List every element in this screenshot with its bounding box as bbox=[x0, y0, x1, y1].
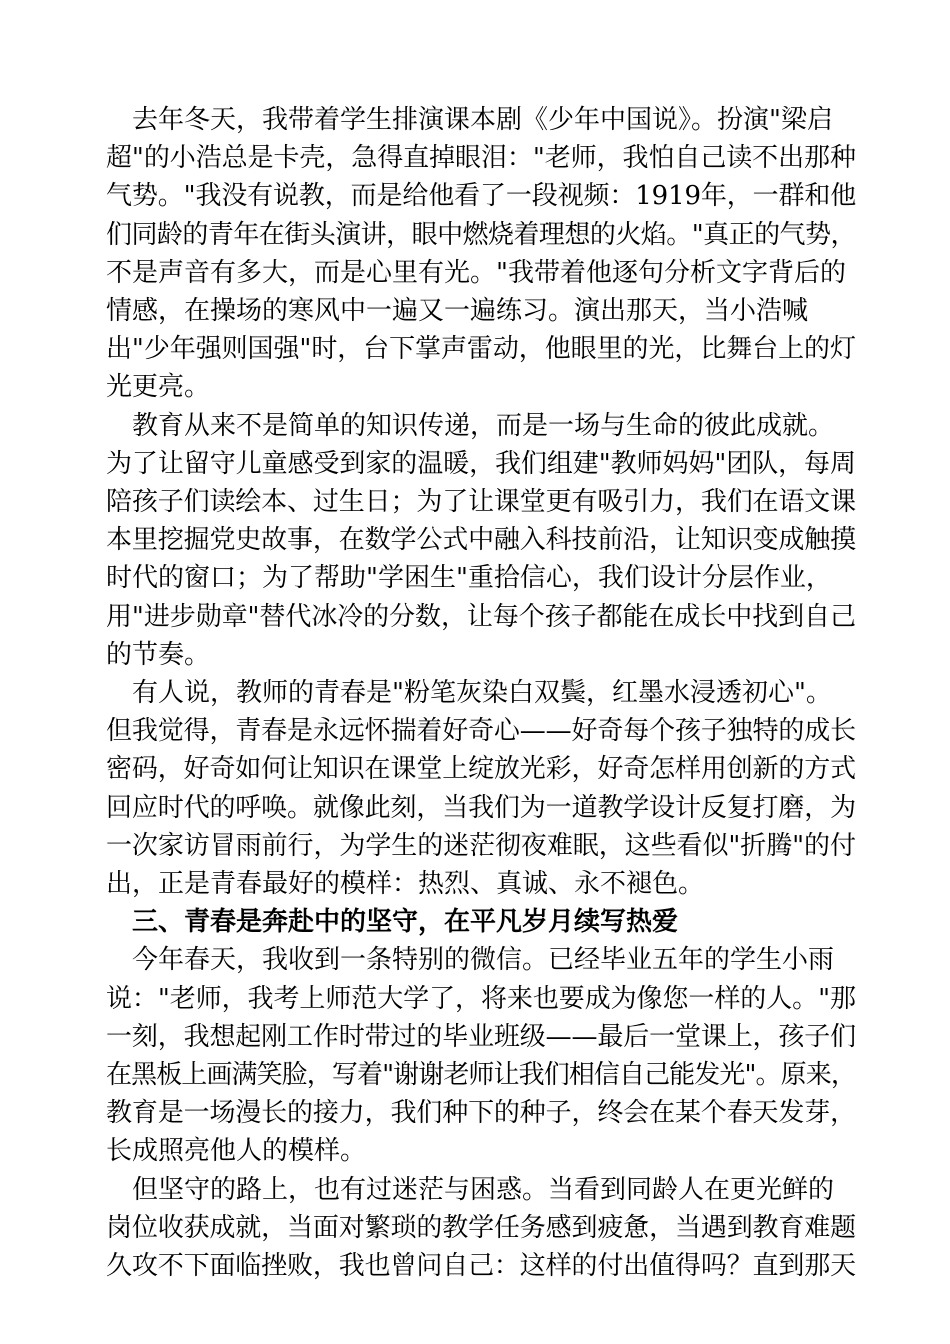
text-line: 情感，在操场的寒风中一遍又一遍练习。演出那天，当小浩喊 bbox=[106, 296, 809, 327]
text-line: 回应时代的呼唤。就像此刻，当我们为一道教学设计反复打磨，为 bbox=[106, 792, 857, 823]
text-line: 出"少年强则国强"时，台下掌声雷动，他眼里的光，比舞台上的灯 bbox=[106, 334, 856, 365]
text-line: 有人说，教师的青春是"粉笔灰染白双鬓，红墨水浸透初心"。 bbox=[106, 678, 832, 709]
text-line: 去年冬天，我带着学生排演课本剧《少年中国说》。扮演"梁启 bbox=[106, 105, 833, 135]
text-line: 用"进步勋章"替代冰冷的分数，让每个孩子都能在成长中找到自己 bbox=[106, 601, 856, 632]
text-line: 久攻不下面临挫败，我也曾问自己：这样的付出值得吗？直到那天 bbox=[106, 1251, 857, 1282]
section-heading: 三、青春是奔赴中的坚守，在平凡岁月续写热爱 bbox=[106, 907, 679, 938]
text-line: 但我觉得，青春是永远怀揣着好奇心——好奇每个孩子独特的成长 bbox=[106, 716, 857, 747]
text-line: 出，正是青春最好的模样：热烈、真诚、永不褪色。 bbox=[106, 869, 705, 900]
text-line: 一刻，我想起刚工作时带过的毕业班级——最后一堂课上，孩子们 bbox=[106, 1021, 857, 1052]
text-line: 教育是一场漫长的接力，我们种下的种子，终会在某个春天发芽， bbox=[106, 1098, 857, 1129]
document-body bbox=[106, 101, 856, 1285]
text-line: 超"的小浩总是卡壳，急得直掉眼泪："老师，我怕自己读不出那种 bbox=[106, 143, 856, 174]
text-line: 一次家访冒雨前行，为学生的迷茫彻夜难眠，这些看似"折腾"的付 bbox=[106, 830, 856, 861]
text-line: 陪孩子们读绘本、过生日；为了让课堂更有吸引力，我们在语文课 bbox=[106, 487, 857, 518]
text-line: 们同龄的青年在街头演讲，眼中燃烧着理想的火焰。"真正的气势， bbox=[106, 219, 856, 250]
text-line: 在黑板上画满笑脸，写着"谢谢老师让我们相信自己能发光"。原来， bbox=[106, 1060, 856, 1091]
text-line: 气势。"我没有说教，而是给他看了一段视频：1919年，一群和他 bbox=[106, 181, 857, 212]
text-line: 本里挖掘党史故事，在数学公式中融入科技前沿，让知识变成触摸 bbox=[106, 525, 857, 556]
text-line: 光更亮。 bbox=[106, 372, 211, 403]
text-line: 说："老师，我考上师范大学了，将来也要成为像您一样的人。"那 bbox=[106, 983, 856, 1014]
text-line: 但坚守的路上，也有过迷茫与困惑。当看到同龄人在更光鲜的 bbox=[106, 1174, 835, 1205]
text-line: 教育从来不是简单的知识传递，而是一场与生命的彼此成就。 bbox=[106, 410, 835, 441]
text-line: 密码，好奇如何让知识在课堂上绽放光彩，好奇怎样用创新的方式 bbox=[106, 754, 857, 785]
text-line: 时代的窗口；为了帮助"学困生"重拾信心，我们设计分层作业， bbox=[106, 563, 832, 594]
text-line: 不是声音有多大，而是心里有光。"我带着他逐句分析文字背后的 bbox=[106, 257, 846, 288]
text-line: 长成照亮他人的模样。 bbox=[106, 1136, 367, 1167]
text-line: 为了让留守儿童感受到家的温暖，我们组建"教师妈妈"团队，每周 bbox=[106, 448, 856, 479]
text-line: 今年春天，我收到一条特别的微信。已经毕业五年的学生小雨 bbox=[106, 945, 835, 976]
text-line: 的节奏。 bbox=[106, 639, 211, 670]
text-line: 岗位收获成就，当面对繁琐的教学任务感到疲惫，当遇到教育难题 bbox=[106, 1212, 857, 1243]
